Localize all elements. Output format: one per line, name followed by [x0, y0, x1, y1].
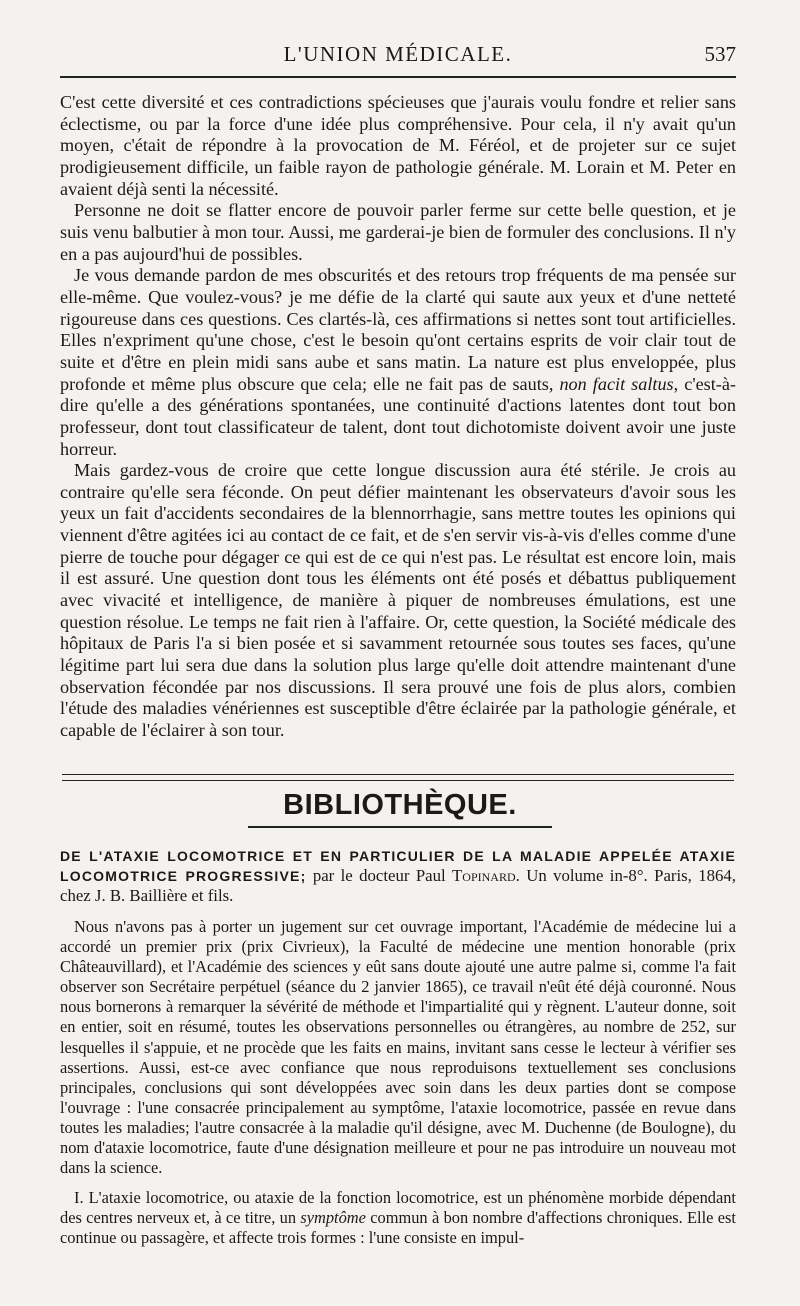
page-header	[60, 42, 736, 72]
title-underline	[248, 826, 552, 828]
book-by: par le docteur Paul	[306, 866, 453, 885]
paragraph-text: , c'est-à-dire qu'elle a des générations spontanées, une continuité d'actions latentes dont tout bon professeur, dont tout classificateur de talent, dont tout dichotomiste doivent avoir une juste horreur.	[60, 373, 736, 459]
latin-phrase: non facit saltus	[559, 373, 674, 394]
book-reference	[60, 846, 736, 906]
section-title: BIBLIOTHÈQUE.	[283, 789, 517, 821]
emphasis: symptôme	[300, 1208, 366, 1228]
paragraph: Personne ne doit se flatter encore de pouvoir parler ferme sur cette belle question, et je suis venu balbutier à mon tour. Aussi, me garderai-je bien de formuler des conclusions. Il n'y en a pas aujourd'hui de possibles.	[60, 200, 736, 264]
paragraph: Mais gardez-vous de croire que cette longue discussion aura été stérile. Je crois au contraire qu'elle sera féconde. On peut défier maintenant les observateurs d'avoir sous les yeux un fait d'accidents secondaires de la blennorrhagie, sans mettre toutes les opinions qui viennent d'être agitées ici au contact de ce fait, et de s'en servir vis-à-vis d'elles comme d'une pierre de touche pour dégager ce qui est de ce qui n'est pas. Le résultat est encore loin, mais il est assuré. Une question dont tous les éléments ont été posés et débattus publiquement avec vivacité et intelligence, de manière à piquer de nombreuses émulations, est une question résolue. Le temps ne fait rien à l'affaire. Or, cette question, la Société médicale des hôpitaux de Paris l'a si bien posée et si savamment retournée sous toutes ses faces, qu'une légitime part lui sera due dans la solution plus large qu'elle doit attendre maintenant d'une observation fécondée par nos discussions. Il sera prouvé une fois de plus alors, combien l'étude des maladies vénériennes est susceptible d'être éclairée par la pathologie générale, et capable de l'éclairer à son tour.	[60, 460, 736, 741]
review-paragraph	[60, 1188, 736, 1248]
paragraph-text: commun à bon nombre d'affections chroniques. Elle est continue ou passagère, et affecte trois formes : l'une consiste en impul-	[60, 1208, 736, 1248]
paragraph	[60, 265, 736, 460]
paragraph: C'est cette diversité et ces contradictions spécieuses que j'aurais voulu fondre et relier sans éclectisme, ou par la force d'une idée plus compréhensive. Pour cela, il n'y avait qu'un moyen, c'était de répondre à la provocation de M. Féréol, et de projeter sur ce sujet prodigieusement difficile, un faible rayon de pathologie générale. M. Lorain et M. Peter en avaient déjà senti la nécessité.	[60, 92, 736, 199]
header-rule	[60, 76, 736, 78]
review-body	[60, 917, 736, 1259]
book-title: DE L'ATAXIE LOCOMOTRICE ET EN PARTICULIER DE LA MALADIE APPELÉE ATAXIE LOCOMOTRICE PROGRESSIVE;	[60, 848, 736, 884]
paragraph-text: I. L'ataxie locomotrice, ou ataxie de la fonction locomotrice, est un phénomène morbide dépendant des centres nerveux et, à ce titre, un	[60, 1188, 736, 1228]
book-author: Topinard	[452, 866, 516, 885]
book-details: . Un volume in-8°. Paris, 1864, chez J. B. Baillière et fils.	[60, 866, 736, 905]
article-body	[60, 92, 736, 742]
section-divider	[62, 774, 734, 781]
paragraph-text: Je vous demande pardon de mes obscurités et des retours trop fréquents de ma pensée sur elle-même. Que voulez-vous? je me défie de la clarté qui saute aux yeux et d'une netteté rigoureuse dans ces questions. Ces clartés-là, ces affirmations si nettes sont tout artificielles. Elles n'expriment qu'une chose, c'est le besoin qu'ont certains esprits de voir clair tout de suite et d'être en plein midi sans aube et sans matin. La nature est plus enveloppée, plus profonde et même plus obscure que cela; elle ne fait pas de sauts,	[60, 265, 736, 394]
running-head: L'UNION MÉDICALE.	[283, 42, 513, 66]
page-number: 537	[704, 42, 736, 66]
review-paragraph: Nous n'avons pas à porter un jugement sur cet ouvrage important, l'Académie de médecine lui a accordé un premier prix (prix Civrieux), la Faculté de médecine une mention honorable (prix Châteauvillard), et l'Académie des sciences y eût sans doute ajouté une autre palme si, comme l'a fait observer son Secrétaire perpétuel (séance du 2 janvier 1865), ce travail n'eût été déjà couronné. Nous nous bornerons à remarquer la sévérité de méthode et l'impartialité qui y règnent. L'auteur donne, soit en entier, soit en résumé, toutes les observations personnelles ou étrangères, au nombre de 252, sur lesquelles il s'appuie, et ne procède que les faits en mains, invitant sans cesse le lecteur à vérifier ses assertions. Aussi, est-ce avec confiance que nous reproduisons textuellement ses conclusions principales, conclusions qui sont développées avec soin dans les deux parties dont se compose l'ouvrage : l'une consacrée principalement au symptôme, l'ataxie locomotrice, passée en revue dans toutes les maladies; l'autre consacrée à la maladie qu'il désigne, avec M. Duchenne (de Boulogne), du nom d'ataxie locomotrice, faute d'une désignation meilleure et pour ne pas introduire un nouveau mot dans la science.	[60, 917, 736, 1178]
